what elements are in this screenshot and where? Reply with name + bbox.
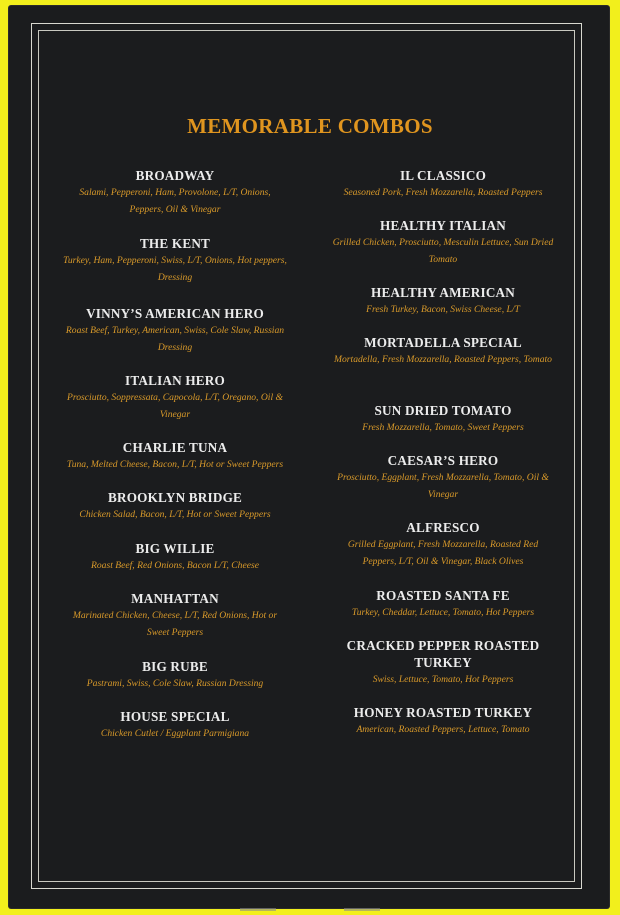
item-name: BROOKLYN BRIDGE — [107, 490, 243, 505]
item-description: Fresh Turkey, Bacon, Swiss Cheese, L/T — [366, 304, 520, 315]
menu-item-healthy-american — [327, 284, 559, 318]
menu-item-brooklyn-bridge — [59, 489, 291, 523]
item-name: HEALTHY AMERICAN — [370, 285, 515, 300]
item-name: ITALIAN HERO — [125, 373, 225, 388]
item-description: Prosciutto, Eggplant, Fresh Mozzarella, Tomato, Oil & Vinegar — [337, 472, 549, 500]
item-description: Marinated Chicken, Cheese, L/T, Red Onions, Hot or Sweet Peppers — [72, 610, 278, 638]
menu-item-alfresco — [327, 519, 559, 570]
item-description: Tuna, Melted Cheese, Bacon, L/T, Hot or Sweet Peppers — [66, 459, 284, 470]
item-name: BIG RUBE — [142, 659, 208, 674]
binding-tab — [344, 908, 380, 911]
item-description: Mortadella, Fresh Mozzarella, Roasted Peppers, Tomato — [334, 354, 552, 365]
item-name: BROADWAY — [135, 168, 215, 183]
menu-item-caesars-hero — [327, 452, 559, 503]
menu-item-roasted-santa-fe — [327, 587, 559, 621]
item-description: Seasoned Pork, Fresh Mozzarella, Roasted Peppers — [343, 187, 543, 198]
menu-item-house-special — [59, 708, 291, 742]
menu-item-sun-dried-tomato — [327, 402, 559, 436]
item-description: Turkey, Ham, Pepperoni, Swiss, L/T, Onions, Hot peppers, Dressing — [63, 255, 287, 283]
item-description: Grilled Eggplant, Fresh Mozzarella, Roasted Red Peppers, L/T, Oil & Vinegar, Black Olives — [347, 539, 539, 567]
item-name: HEALTHY ITALIAN — [380, 218, 506, 233]
item-name: IL CLASSICO — [399, 168, 487, 183]
menu-item-big-willie — [59, 540, 291, 574]
item-name: HOUSE SPECIAL — [120, 709, 230, 724]
menu-item-il-classico — [327, 167, 559, 201]
item-name: THE KENT — [139, 236, 211, 251]
item-name: BIG WILLIE — [135, 541, 215, 556]
item-name: VINNY’S AMERICAN HERO — [86, 306, 264, 321]
item-name: CAESAR’S HERO — [387, 453, 499, 468]
menu-item-mortadella-special — [327, 334, 559, 368]
menu-item-charlie-tuna — [59, 439, 291, 473]
menu-item-big-rube — [59, 658, 291, 692]
menu-title: MEMORABLE COMBOS — [187, 114, 433, 138]
menu-item-honey-roasted-turkey — [327, 704, 559, 738]
item-name: SUN DRIED TOMATO — [374, 403, 512, 418]
item-description: Chicken Cutlet / Eggplant Parmigiana — [100, 728, 250, 739]
item-description: Prosciutto, Soppressata, Capocola, L/T, Oregano, Oil & Vinegar — [67, 392, 283, 420]
menu-item-cracked-pepper-roasted-turkey — [327, 637, 559, 688]
item-name: MORTADELLA SPECIAL — [364, 335, 522, 350]
item-description: Grilled Chicken, Prosciutto, Mesculin Lettuce, Sun Dried Tomato — [332, 237, 554, 265]
item-description: Salami, Pepperoni, Ham, Provolone, L/T, Onions, Peppers, Oil & Vinegar — [79, 187, 271, 215]
item-name: CRACKED PEPPER ROASTED TURKEY — [346, 638, 540, 670]
item-description: Roast Beef, Red Onions, Bacon L/T, Cheese — [91, 560, 259, 571]
item-description: Chicken Salad, Bacon, L/T, Hot or Sweet Peppers — [79, 509, 271, 520]
binding-tab — [240, 908, 276, 911]
menu-item-healthy-italian — [327, 217, 559, 268]
item-name: ROASTED SANTA FE — [376, 588, 510, 603]
menu-item-vinnys-american-hero — [59, 305, 291, 356]
item-name: HONEY ROASTED TURKEY — [353, 705, 533, 720]
menu-item-italian-hero — [59, 372, 291, 423]
menu-item-manhattan — [59, 590, 291, 641]
item-description: Turkey, Cheddar, Lettuce, Tomato, Hot Peppers — [351, 607, 535, 618]
item-description: Fresh Mozzarella, Tomato, Sweet Peppers — [362, 422, 524, 433]
item-description: Pastrami, Swiss, Cole Slaw, Russian Dressing — [86, 678, 264, 689]
item-name: CHARLIE TUNA — [122, 440, 228, 455]
item-description: Roast Beef, Turkey, American, Swiss, Cole Slaw, Russian Dressing — [65, 325, 285, 353]
menu-item-broadway — [59, 167, 291, 218]
item-description: Swiss, Lettuce, Tomato, Hot Peppers — [372, 674, 514, 685]
item-description: American, Roasted Peppers, Lettuce, Tomato — [356, 724, 530, 735]
item-name: ALFRESCO — [406, 520, 480, 535]
menu-item-the-kent — [59, 235, 291, 286]
page-bottom-edge — [0, 907, 620, 915]
item-name: MANHATTAN — [131, 591, 219, 606]
